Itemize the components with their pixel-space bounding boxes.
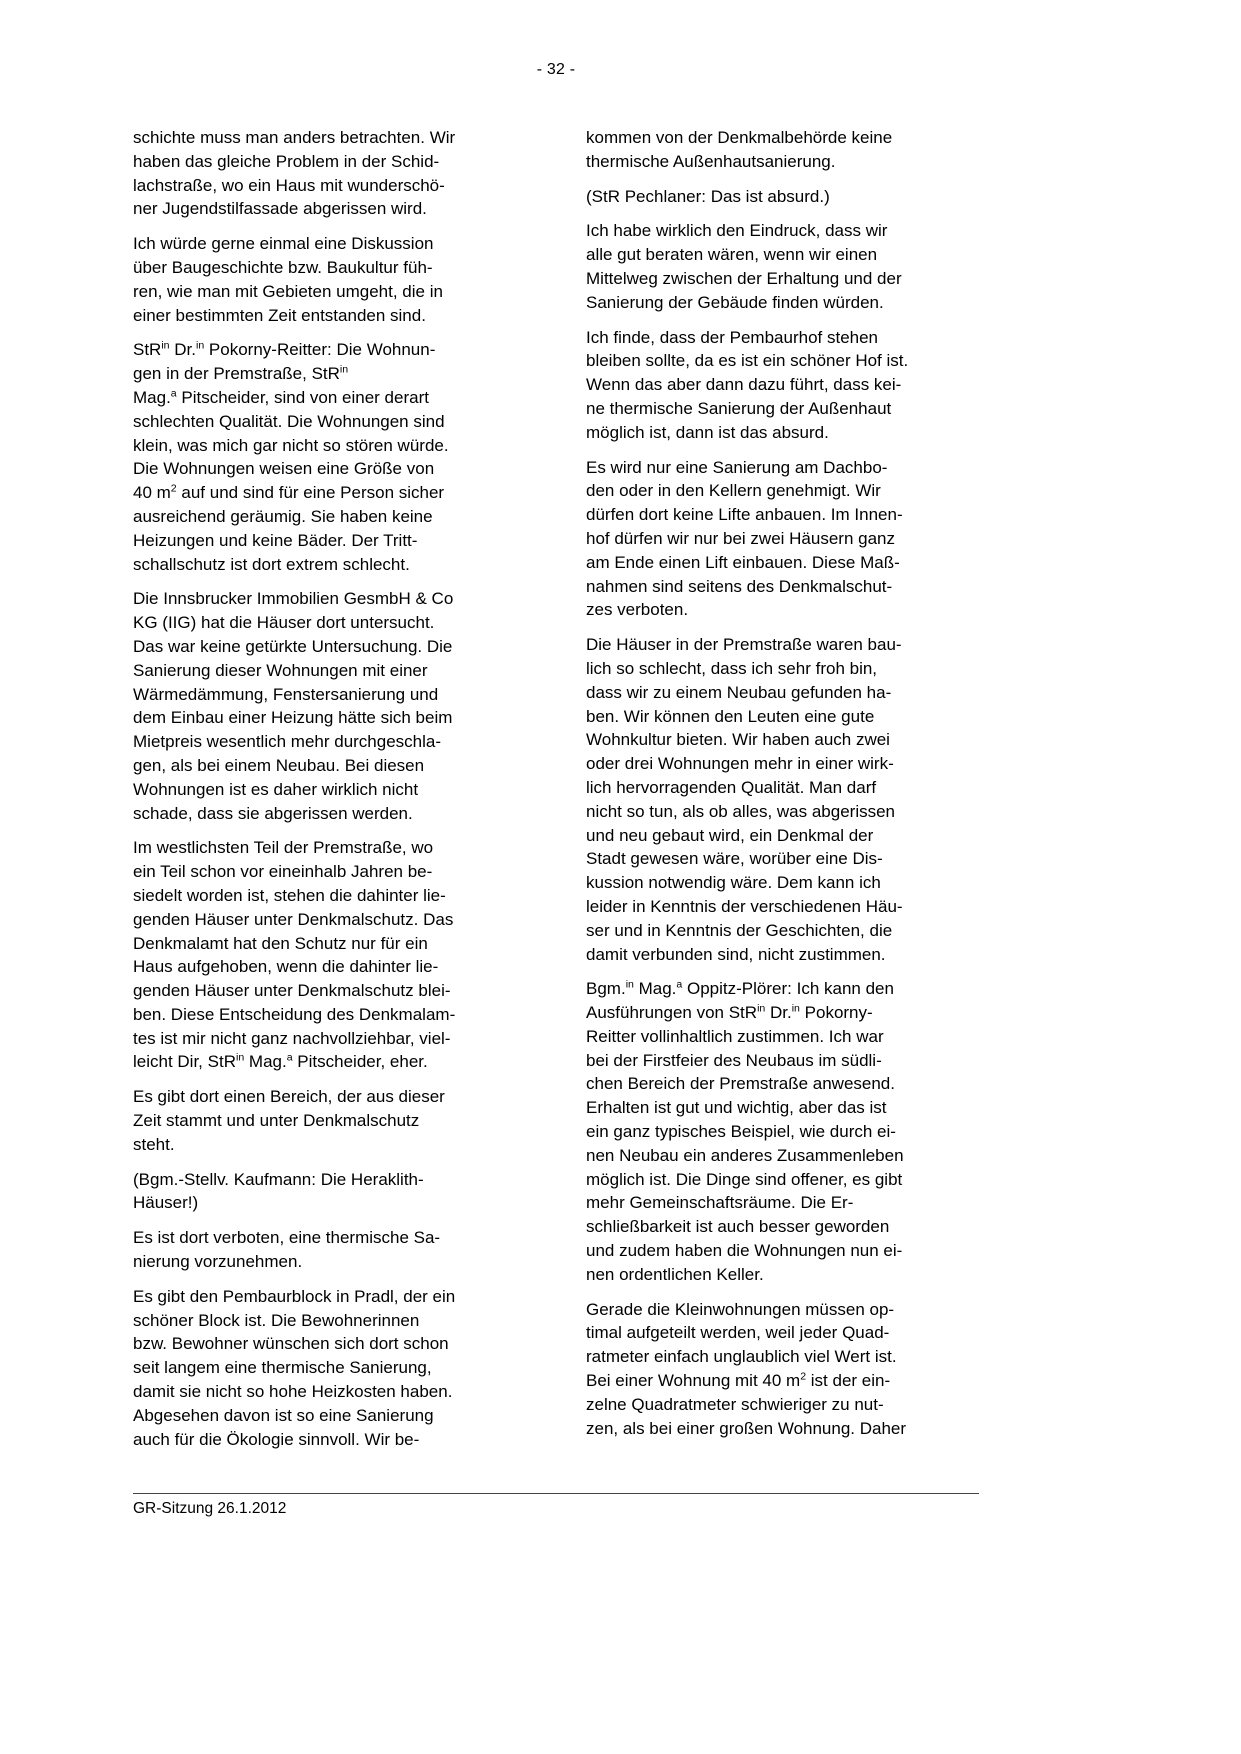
paragraph: Bgm.$^{in}$ Mag.$^a$ Oppitz-Plörer: Ich kann den Ausführungen von StR$^{in}$ Dr.$^{in}$ Pokorny- Reitter vollinhaltlich zustimmen. Ich war bei der Firstfeier des Neubaus im südli- chen Bereich der Premstraße anwesend. Erhalten ist gut und wichtig, aber das ist ein ganz typisches Beispiel, wie durch ei- nen Neubau ein anderes Zusammenleben möglich ist. Die Dinge sind offener, es gibt mehr Gemeinschaftsräume. Die Er- schließbarkeit ist auch besser geworden und zudem haben die Wohnungen nun ei- nen ordentlichen Keller. [586,978,904,1284]
paragraph: Ich finde, dass der Pembaurhof stehen bleiben sollte, da es ist ein schöner Hof ist. Wenn das aber dann dazu führt, dass kei- ne thermische Sanierung der Außenhaut möglich ist, dann ist das absurd. [586,327,909,442]
text-columns [133,126,983,1462]
superscript: in [339,363,349,376]
superscript: a [676,978,683,991]
paragraph: Ich würde gerne einmal eine Diskussion über Baugeschichte bzw. Baukultur füh- ren, wie man mit Gebieten umgeht, die in einer bestimmten Zeit entstanden sind. [133,234,443,325]
superscript: in [161,339,170,352]
superscript: a [286,1051,293,1064]
paragraph: Die Häuser in der Premstraße waren bau- lich so schlecht, dass ich sehr froh bin, dass wir zu einem Neubau gefunden ha- ben. Wir können den Leuten eine gute Wohnkultur bieten. Wir haben auch zwei oder drei Wohnungen mehr in einer wirk- lich hervorragenden Qualität. Man darf nicht so tun, als ob alles, was abgerissen und neu gebaut wird, ein Denkmal der Stadt gewesen wäre, worüber eine Dis- kussion notwendig wäre. Dem kann ich leider in Kenntnis der verschiedenen Häu- ser und in Kenntnis der Geschichten, die damit verbunden sind, nicht zustimmen. [586,635,903,964]
superscript: 2 [170,482,177,495]
footer-session-label: GR-Sitzung 26.1.2012 [133,1500,287,1517]
paragraph: kommen von der Denkmalbehörde keine thermische Außenhautsanierung. [586,128,893,171]
left-column [133,126,526,1462]
paragraph: Im westlichsten Teil der Premstraße, wo ein Teil schon vor eineinhalb Jahren be- siedelt worden ist, stehen die dahinter lie- genden Häuser unter Denkmalschutz. Das Denkmalamt hat den Schutz nur für ein Haus aufgehoben, wenn die dahinter lie- genden Häuser unter Denkmalschutz blei- ben. Diese Entscheidung des Denkmalam- tes ist mir nicht ganz nachvollziehbar, viel- leicht Dir, StR$^{in}$ Mag.$^a$ Pitscheider, eher. [133,838,456,1072]
superscript: a [170,387,177,400]
superscript: in [625,978,634,991]
superscript: 2 [800,1370,807,1383]
paragraph: Gerade die Kleinwohnungen müssen op- timal aufgeteilt werden, weil jeder Quad- ratmeter einfach unglaublich viel Wert ist. Bei einer Wohnung mit 40 $m^2$ ist der ein- zelne Quadratmeter schwieriger zu nut- zen, als bei einer großen Wohnung. Daher [586,1299,907,1438]
paragraph: StR$^{in}$ Dr.$^{in}$ Pokorny-Reitter: Die Wohnun- gen in der Premstraße, StR$^{in}$ Mag.$^a$ Pitscheider, sind von einer derart schlechten Qualität. Die Wohnungen sind klein, was mich gar nicht so stören würde. Die Wohnungen weisen eine Größe von 40 $m^2$ auf und sind für eine Person sicher ausreichend geräumig. Sie haben keine Heizungen und keine Bäder. Der Tritt- schallschutz ist dort extrem schlecht. [133,339,449,574]
page-number: - 32 - [536,61,576,78]
superscript: in [196,339,205,352]
paragraph: schichte muss man anders betrachten. Wir haben das gleiche Problem in der Schid- lachstraße, wo ein Haus mit wunderschö- ner Jugendstilfassade abgerissen wird. [133,128,456,219]
paragraph: Es wird nur eine Sanierung am Dachbo- den oder in den Kellern genehmigt. Wir dürfen dort keine Lifte anbauen. Im Innen- hof dürfen wir nur bei zwei Häusern ganz am Ende einen Lift einbauen. Diese Maß- nahmen sind seitens des Denkmalschut- zes verboten. [586,457,903,620]
paragraph: Es gibt den Pembaurblock in Pradl, der ein schöner Block ist. Die Bewohnerinnen bzw. Bewohner wünschen sich dort schon seit langem eine thermische Sanierung, damit sie nicht so hohe Heizkosten haben. Abgesehen davon ist so eine Sanierung auch für die Ökologie sinnvoll. Wir be- [133,1286,456,1449]
paragraph: Die Innsbrucker Immobilien GesmbH & Co KG (IIG) hat die Häuser dort untersucht. Das war keine getürkte Untersuchung. Die Sanierung dieser Wohnungen mit einer Wärmedämmung, Fenstersanierung und dem Einbau einer Heizung hätte sich beim Mietpreis wesentlich mehr durchgeschla- gen, als bei einem Neubau. Bei diesen Wohnungen ist es daher wirklich nicht schade, dass sie abgerissen werden. [133,589,454,823]
superscript: in [757,1002,766,1015]
page-footer [133,1493,979,1518]
paragraph: Es gibt dort einen Bereich, der aus dieser Zeit stammt und unter Denkmalschutz steht. [133,1087,445,1154]
paragraph: Es ist dort verboten, eine thermische Sa- nierung vorzunehmen. [133,1228,441,1272]
paragraph: (Bgm.-Stellv. Kaufmann: Die Heraklith- Häuser!) [133,1169,424,1213]
right-column [586,126,979,1462]
paragraph: Ich habe wirklich den Eindruck, dass wir alle gut beraten wären, wenn wir einen Mittelweg zwischen der Erhaltung und der Sanierung der Gebäude finden würden. [586,221,902,312]
paragraph: (StR Pechlaner: Das ist absurd.) [586,186,830,206]
superscript: in [235,1051,245,1064]
superscript: in [791,1002,800,1015]
